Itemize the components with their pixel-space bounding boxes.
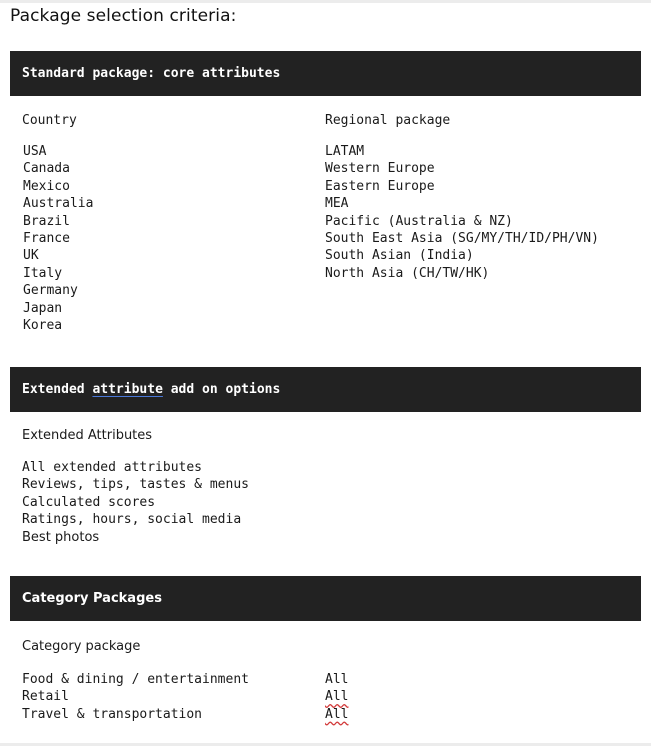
category-packages-header <box>10 576 641 621</box>
region-item: South Asian (India) <box>325 248 474 264</box>
country-item: UK <box>23 248 39 264</box>
country-column-header: Country <box>22 113 77 128</box>
country-item: Japan <box>23 300 63 316</box>
region-item: Pacific (Australia & NZ) <box>325 213 513 229</box>
region-column-header: Regional package <box>325 113 451 128</box>
extended-item: Calculated scores <box>22 494 156 510</box>
country-item: USA <box>23 144 47 159</box>
extended-title-suffix: add on options <box>162 382 281 397</box>
extended-item: Best photos <box>22 529 100 545</box>
extended-attributes-list <box>22 459 249 546</box>
standard-package-title: Standard package: core attributes <box>22 66 281 81</box>
region-item: MEA <box>325 196 349 212</box>
extended-item: Ratings, hours, social media <box>22 512 242 528</box>
country-item: Mexico <box>23 178 70 194</box>
category-values <box>325 671 348 723</box>
category-name: Retail <box>22 689 69 705</box>
country-item: Brazil <box>23 213 70 229</box>
category-name: Travel & transportation <box>22 706 203 722</box>
region-item: Eastern Europe <box>325 178 435 194</box>
region-item: North Asia (CH/TW/HK) <box>325 265 490 281</box>
country-item: Italy <box>23 265 63 281</box>
category-name: Food & dining / entertainment <box>22 672 249 687</box>
country-item: Germany <box>23 283 78 299</box>
standard-package-header <box>10 51 641 96</box>
region-list <box>325 143 599 282</box>
category-value <box>325 706 348 723</box>
country-item: Australia <box>23 196 94 212</box>
region-item: South East Asia (SG/MY/TH/ID/PH/VN) <box>325 230 599 246</box>
top-rule <box>0 0 651 3</box>
extended-attributes-header: Extended Attributes <box>22 428 153 443</box>
country-item: France <box>23 230 70 246</box>
region-item: LATAM <box>325 144 365 159</box>
region-item: Western Europe <box>325 161 435 177</box>
page-title: Package selection criteria: <box>10 6 237 26</box>
category-package-header: Category package <box>22 639 141 654</box>
category-value-text: All <box>325 689 349 705</box>
country-list <box>23 143 93 334</box>
extended-title-word: attribute <box>92 382 163 397</box>
category-packages-title: Category Packages <box>22 591 162 606</box>
category-value <box>325 688 348 705</box>
country-item: Canada <box>23 161 70 177</box>
extended-attribute-header <box>10 367 641 412</box>
extended-item: All extended attributes <box>22 460 203 475</box>
extended-item: Reviews, tips, tastes & menus <box>22 477 249 493</box>
category-list <box>22 671 249 723</box>
extended-title-prefix: Extended <box>22 382 93 397</box>
country-item: Korea <box>23 317 63 333</box>
category-value: All <box>325 672 349 687</box>
category-value-text: All <box>325 706 349 722</box>
